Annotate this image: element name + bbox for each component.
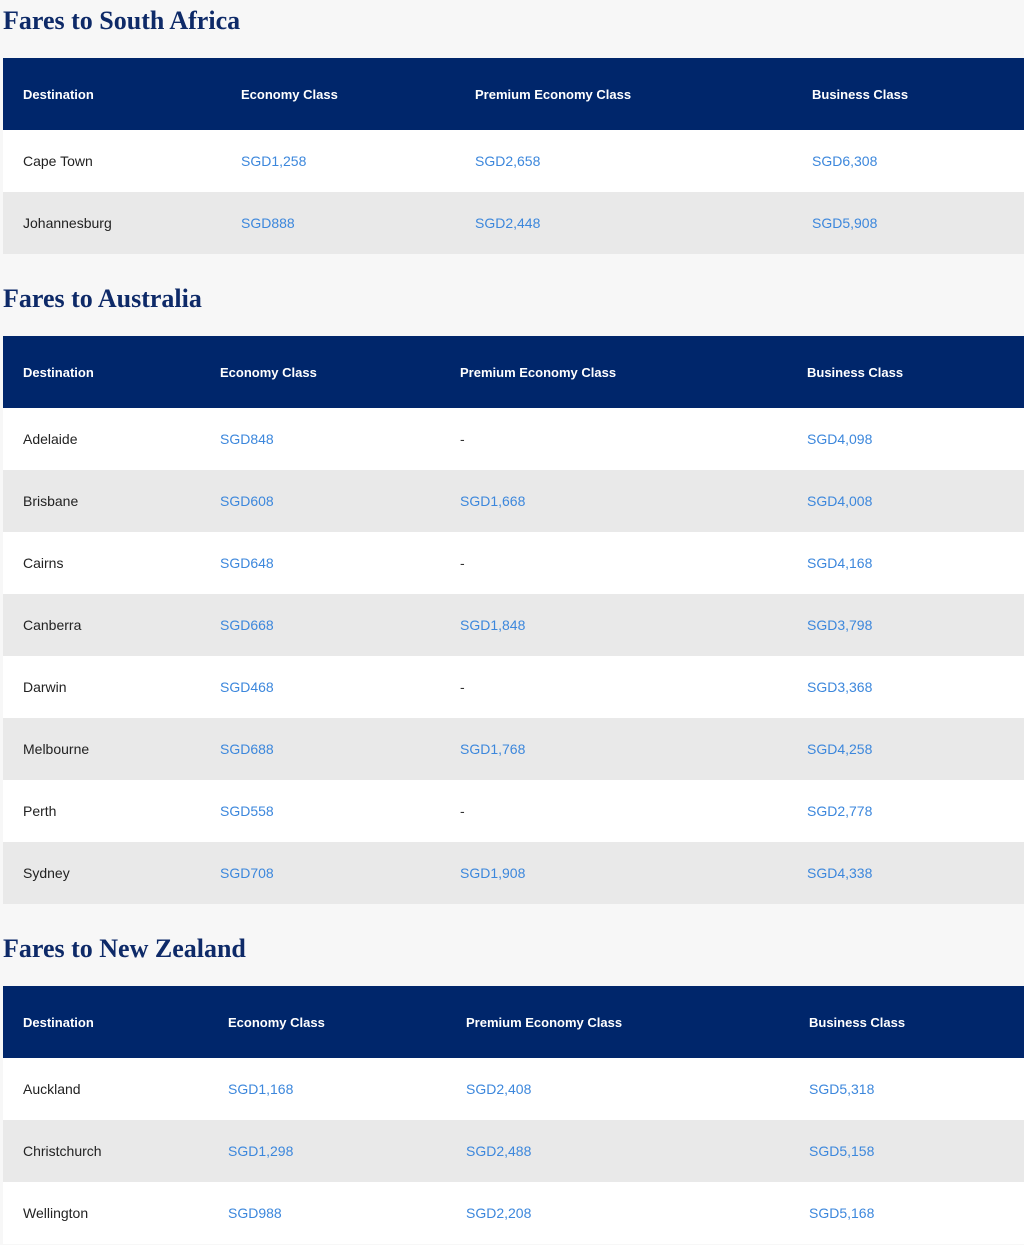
header-economy: Economy Class [221,58,455,130]
table-row [3,780,1024,842]
premium-economy-fare-link[interactable]: SGD1,768 [440,718,787,780]
business-fare-link[interactable]: SGD5,168 [789,1182,1024,1244]
economy-fare-link[interactable]: SGD848 [200,408,440,470]
business-fare-link[interactable]: SGD4,098 [787,408,1024,470]
destination-cell: Cape Town [3,130,221,192]
destination-cell: Canberra [3,594,200,656]
fares-table-south-africa [3,58,1024,254]
destination-cell: Darwin [3,656,200,718]
table-row [3,842,1024,904]
header-business: Business Class [787,336,1024,408]
business-fare-link[interactable]: SGD4,008 [787,470,1024,532]
table-row [3,408,1024,470]
premium-economy-fare-link[interactable]: SGD1,908 [440,842,787,904]
economy-fare-link[interactable]: SGD558 [200,780,440,842]
premium-economy-fare-link[interactable]: SGD2,488 [446,1120,789,1182]
header-premium-economy: Premium Economy Class [455,58,792,130]
economy-fare-link[interactable]: SGD988 [208,1182,446,1244]
business-fare-link[interactable]: SGD3,798 [787,594,1024,656]
premium-economy-unavailable: - [440,780,787,842]
business-fare-link[interactable]: SGD3,368 [787,656,1024,718]
destination-cell: Adelaide [3,408,200,470]
table-header-row [3,336,1024,408]
header-business: Business Class [792,58,1024,130]
business-fare-link[interactable]: SGD5,908 [792,192,1024,254]
business-fare-link[interactable]: SGD2,778 [787,780,1024,842]
table-row [3,718,1024,780]
premium-economy-fare-link[interactable]: SGD2,658 [455,130,792,192]
header-premium-economy: Premium Economy Class [446,986,789,1058]
business-fare-link[interactable]: SGD5,158 [789,1120,1024,1182]
table-row [3,1058,1024,1120]
economy-fare-link[interactable]: SGD688 [200,718,440,780]
table-row [3,1120,1024,1182]
header-destination: Destination [3,336,200,408]
table-row [3,1182,1024,1244]
table-row [3,532,1024,594]
destination-cell: Wellington [3,1182,208,1244]
header-economy: Economy Class [208,986,446,1058]
table-row [3,130,1024,192]
destination-cell: Melbourne [3,718,200,780]
economy-fare-link[interactable]: SGD668 [200,594,440,656]
premium-economy-fare-link[interactable]: SGD2,448 [455,192,792,254]
section-title-australia: Fares to Australia [3,284,202,313]
premium-economy-fare-link[interactable]: SGD2,208 [446,1182,789,1244]
business-fare-link[interactable]: SGD4,258 [787,718,1024,780]
premium-economy-unavailable: - [440,532,787,594]
premium-economy-fare-link[interactable]: SGD1,668 [440,470,787,532]
header-destination: Destination [3,986,208,1058]
premium-economy-unavailable: - [440,656,787,718]
header-economy: Economy Class [200,336,440,408]
premium-economy-unavailable: - [440,408,787,470]
premium-economy-fare-link[interactable]: SGD1,848 [440,594,787,656]
economy-fare-link[interactable]: SGD648 [200,532,440,594]
table-row [3,656,1024,718]
header-premium-economy: Premium Economy Class [440,336,787,408]
destination-cell: Cairns [3,532,200,594]
destination-cell: Sydney [3,842,200,904]
destination-cell: Perth [3,780,200,842]
economy-fare-link[interactable]: SGD608 [200,470,440,532]
business-fare-link[interactable]: SGD5,318 [789,1058,1024,1120]
table-header-row [3,58,1024,130]
destination-cell: Johannesburg [3,192,221,254]
fares-table-australia [3,336,1024,904]
section-title-south-africa: Fares to South Africa [3,6,241,35]
economy-fare-link[interactable]: SGD1,298 [208,1120,446,1182]
table-row [3,470,1024,532]
business-fare-link[interactable]: SGD4,168 [787,532,1024,594]
economy-fare-link[interactable]: SGD1,168 [208,1058,446,1120]
economy-fare-link[interactable]: SGD708 [200,842,440,904]
table-row [3,192,1024,254]
fares-table-new-zealand [3,986,1024,1244]
header-destination: Destination [3,58,221,130]
destination-cell: Brisbane [3,470,200,532]
table-row [3,594,1024,656]
header-business: Business Class [789,986,1024,1058]
destination-cell: Christchurch [3,1120,208,1182]
business-fare-link[interactable]: SGD4,338 [787,842,1024,904]
economy-fare-link[interactable]: SGD888 [221,192,455,254]
premium-economy-fare-link[interactable]: SGD2,408 [446,1058,789,1120]
business-fare-link[interactable]: SGD6,308 [792,130,1024,192]
economy-fare-link[interactable]: SGD468 [200,656,440,718]
destination-cell: Auckland [3,1058,208,1120]
section-title-new-zealand: Fares to New Zealand [3,934,246,963]
economy-fare-link[interactable]: SGD1,258 [221,130,455,192]
table-header-row [3,986,1024,1058]
